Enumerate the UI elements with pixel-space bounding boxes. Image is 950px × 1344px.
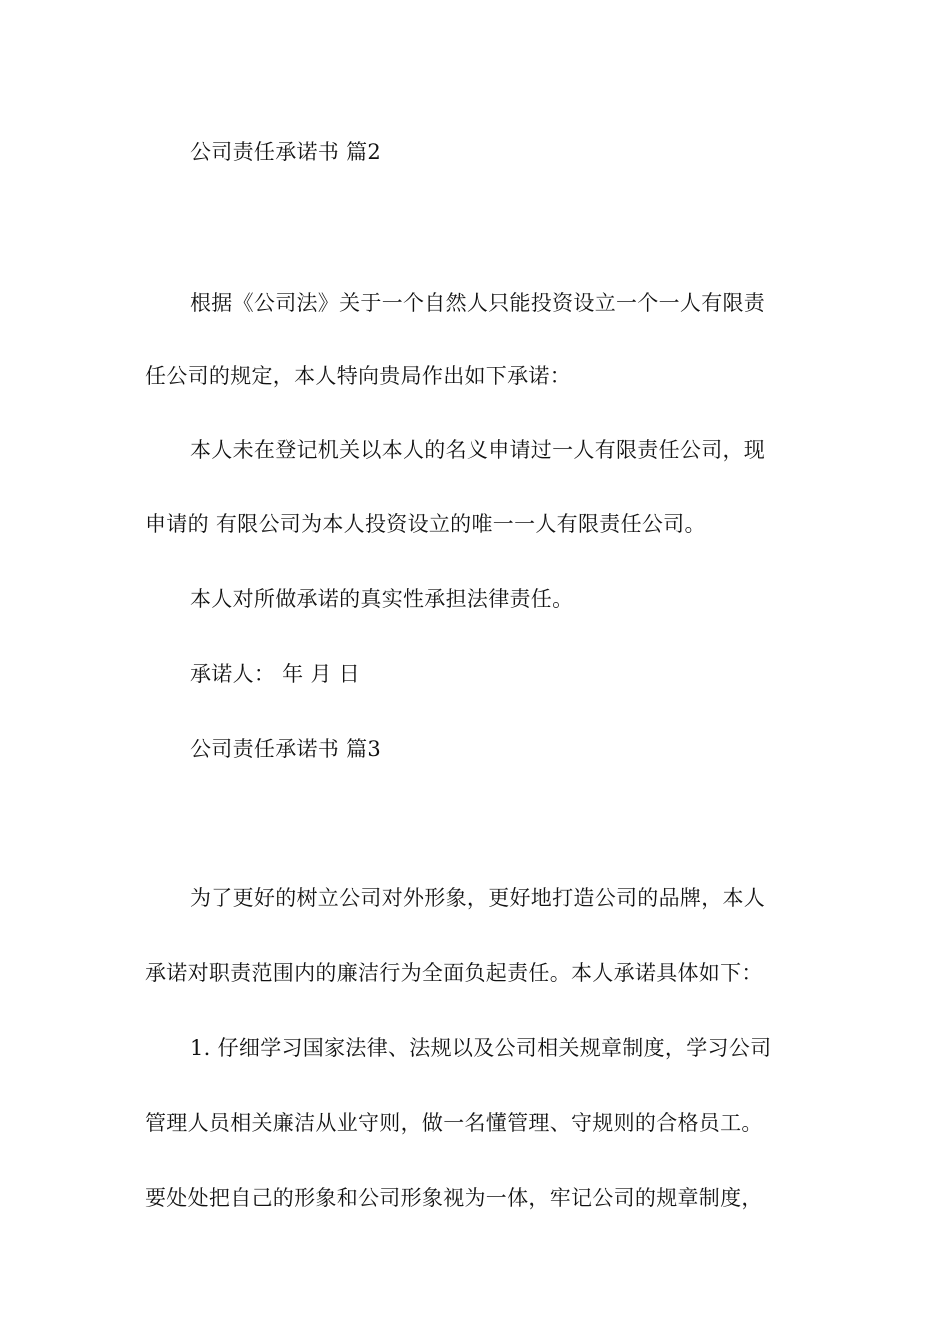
paragraph-line: 本人对所做承诺的真实性承担法律责任。 xyxy=(190,587,574,611)
paragraph-line: 申请的 有限公司为本人投资设立的唯一一人有限责任公司。 xyxy=(145,512,706,536)
paragraph-line: 为了更好的树立公司对外形象，更好地打造公司的品牌，本人 xyxy=(190,886,766,910)
paragraph-line: 承诺对职责范围内的廉洁行为全面负起责任。本人承诺具体如下： xyxy=(145,961,763,985)
list-item-1: 1. 仔细学习国家法律、法规以及公司相关规章制度，学习公司 xyxy=(190,1036,772,1060)
paragraph-line: 要处处把自己的形象和公司形象视为一体，牢记公司的规章制度， xyxy=(145,1186,763,1210)
paragraph-line: 本人未在登记机关以本人的名义申请过一人有限责任公司，现 xyxy=(190,438,766,462)
signature-line: 承诺人： 年 月 日 xyxy=(190,662,361,686)
paragraph-line: 任公司的规定，本人特向贵局作出如下承诺： xyxy=(145,364,571,388)
paragraph-line: 根据《公司法》关于一个自然人只能投资设立一个一人有限责 xyxy=(190,291,766,315)
section-heading-2: 公司责任承诺书 篇2 xyxy=(190,140,382,164)
section-heading-3: 公司责任承诺书 篇3 xyxy=(190,737,382,761)
paragraph-line: 管理人员相关廉洁从业守则，做一名懂管理、守规则的合格员工。 xyxy=(145,1111,763,1135)
